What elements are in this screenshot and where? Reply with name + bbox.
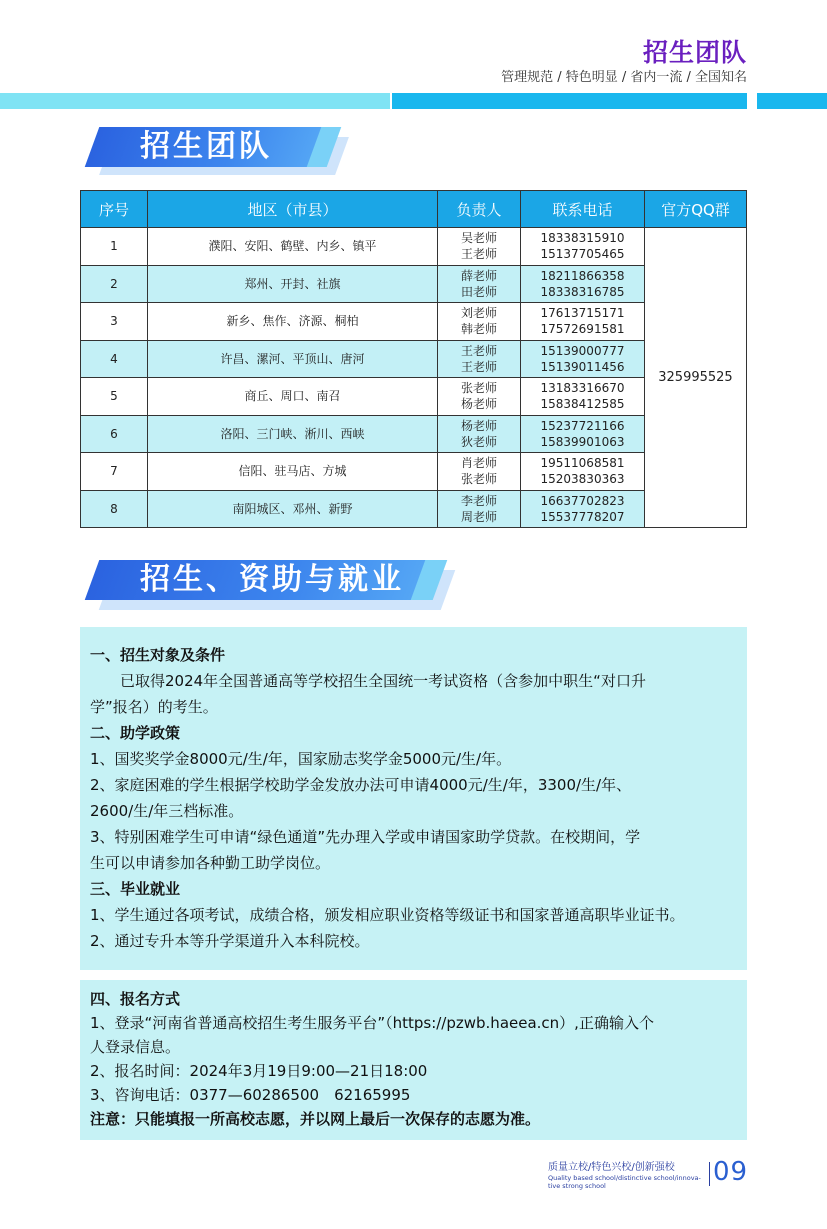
person-2: 张老师 xyxy=(460,472,497,487)
paragraph-conditions-cont: 学”报名）的考生。 xyxy=(90,698,218,716)
phone-1: 18211866358 xyxy=(540,268,625,283)
cell-qq-group: 325995525 xyxy=(645,228,747,528)
heading-financial-aid: 二、助学政策 xyxy=(90,724,181,742)
table-row xyxy=(81,228,747,266)
person-1: 李老师 xyxy=(460,493,497,508)
person-2: 周老师 xyxy=(460,509,497,524)
cell-region: 许昌、漯河、平顶山、唐河 xyxy=(148,340,438,378)
phone-2: 15137705465 xyxy=(540,247,625,262)
cell-region: 新乡、焦作、济源、桐柏 xyxy=(148,303,438,341)
footer-motto-en-cont: tive strong school xyxy=(548,1182,606,1190)
registration-item-1: 1、登录“河南省普通高校招生考生服务平台”（https://pzwb.haeea.cn）,正确输入个 xyxy=(90,1014,654,1032)
col-header-qq: 官方QQ群 xyxy=(645,191,747,228)
cell-person xyxy=(438,378,521,416)
cell-region: 商丘、周口、南召 xyxy=(148,378,438,416)
aid-item-1: 1、国奖奖学金8000元/生/年，国家励志奖学金5000元/生/年。 xyxy=(90,750,512,768)
phone-1: 16637702823 xyxy=(540,493,625,508)
enrollment-info-box xyxy=(80,627,747,970)
phone-2: 17572691581 xyxy=(540,322,625,337)
paragraph-conditions: 已取得2024年全国普通高等学校招生全国统一考试资格（含参加中职生“对口升 xyxy=(120,672,646,690)
phone-1: 19511068581 xyxy=(540,456,625,471)
section-title-team-text: 招生团队 xyxy=(140,129,272,164)
employment-item-2: 2、通过专升本等升学渠道升入本科院校。 xyxy=(90,932,370,950)
phone-2: 15203830363 xyxy=(540,472,625,487)
person-1: 刘老师 xyxy=(460,306,497,321)
cell-phone xyxy=(521,453,645,491)
person-1: 薛老师 xyxy=(460,268,497,283)
cell-phone xyxy=(521,490,645,528)
person-2: 韩老师 xyxy=(460,322,497,337)
cell-no: 7 xyxy=(81,453,148,491)
person-1: 吴老师 xyxy=(460,231,497,246)
header-bar-light xyxy=(0,93,390,109)
cell-no: 3 xyxy=(81,303,148,341)
phone-1: 17613715171 xyxy=(540,306,625,321)
cell-person xyxy=(438,453,521,491)
registration-item-3: 3、咨询电话：0377—60286500 62165995 xyxy=(90,1086,411,1104)
section-title-team xyxy=(92,127,352,175)
cell-no: 5 xyxy=(81,378,148,416)
person-2: 杨老师 xyxy=(460,397,497,412)
employment-item-1: 1、学生通过各项考试，成绩合格，颁发相应职业资格等级证书和国家普通高职毕业证书。 xyxy=(90,906,685,924)
registration-box xyxy=(80,980,747,1140)
page-number: 09 xyxy=(713,1157,749,1187)
cell-no: 1 xyxy=(81,228,148,266)
registration-note: 注意：只能填报一所高校志愿，并以网上最后一次保存的志愿为准。 xyxy=(90,1110,541,1128)
aid-item-3-cont: 生可以申请参加各种勤工助学岗位。 xyxy=(90,854,331,872)
cell-person xyxy=(438,303,521,341)
person-1: 王老师 xyxy=(460,343,497,358)
person-2: 王老师 xyxy=(460,359,497,374)
header-bar-dark xyxy=(392,93,747,109)
col-header-region: 地区（市县） xyxy=(148,191,438,228)
cell-region: 南阳城区、邓州、新野 xyxy=(148,490,438,528)
aid-item-2-cont: 2600/生/年三档标准。 xyxy=(90,802,244,820)
cell-person xyxy=(438,228,521,266)
cell-person xyxy=(438,490,521,528)
section-title-enrollment-text: 招生、资助与就业 xyxy=(140,562,404,597)
col-header-person: 负责人 xyxy=(438,191,521,228)
aid-item-3: 3、特别困难学生可申请“绿色通道”先办理入学或申请国家助学贷款。在校期间，学 xyxy=(90,828,641,846)
phone-1: 13183316670 xyxy=(540,381,625,396)
cell-person xyxy=(438,265,521,303)
header-title: 招生团队 xyxy=(642,38,747,67)
footer-motto-en: Quality based school/distinctive school/innova- xyxy=(548,1174,701,1182)
aid-item-2: 2、家庭困难的学生根据学校助学金发放办法可申请4000元/生/年，3300/生/年、 xyxy=(90,776,632,794)
cell-person xyxy=(438,415,521,453)
phone-2: 18338316785 xyxy=(540,284,625,299)
cell-phone xyxy=(521,265,645,303)
col-header-phone: 联系电话 xyxy=(521,191,645,228)
section-title-enrollment xyxy=(92,560,462,612)
person-1: 杨老师 xyxy=(460,418,497,433)
phone-2: 15838412585 xyxy=(540,397,625,412)
col-header-no: 序号 xyxy=(81,191,148,228)
person-2: 田老师 xyxy=(460,284,497,299)
footer-motto-cn: 质量立校/特色兴校/创新强校 xyxy=(548,1162,675,1173)
registration-item-1-cont: 人登录信息。 xyxy=(90,1038,181,1056)
cell-region: 信阳、驻马店、方城 xyxy=(148,453,438,491)
registration-item-2: 2、报名时间：2024年3月19日9:00—21日18:00 xyxy=(90,1062,428,1080)
footer-motto xyxy=(548,1162,708,1190)
cell-no: 6 xyxy=(81,415,148,453)
heading-registration: 四、报名方式 xyxy=(90,990,181,1008)
cell-no: 4 xyxy=(81,340,148,378)
person-2: 狄老师 xyxy=(460,434,497,449)
recruitment-team-table xyxy=(80,190,747,528)
table-header-row xyxy=(81,191,747,228)
phone-1: 15237721166 xyxy=(540,418,625,433)
cell-person xyxy=(438,340,521,378)
header-bar-right xyxy=(757,93,827,109)
cell-phone xyxy=(521,228,645,266)
cell-region: 洛阳、三门峡、淅川、西峡 xyxy=(148,415,438,453)
cell-region: 郑州、开封、社旗 xyxy=(148,265,438,303)
phone-2: 15139011456 xyxy=(540,359,625,374)
phone-2: 15537778207 xyxy=(540,509,625,524)
heading-employment: 三、毕业就业 xyxy=(90,880,181,898)
cell-region: 濮阳、安阳、鹤壁、内乡、镇平 xyxy=(148,228,438,266)
phone-2: 15839901063 xyxy=(540,434,625,449)
heading-enrollment-conditions: 一、招生对象及条件 xyxy=(90,646,226,664)
cell-no: 2 xyxy=(81,265,148,303)
person-1: 张老师 xyxy=(460,381,497,396)
header-subtitle: 管理规范 / 特色明显 / 省内一流 / 全国知名 xyxy=(501,70,747,85)
cell-phone xyxy=(521,303,645,341)
footer-divider xyxy=(709,1162,710,1186)
cell-no: 8 xyxy=(81,490,148,528)
person-1: 肖老师 xyxy=(460,456,497,471)
cell-phone xyxy=(521,378,645,416)
cell-phone xyxy=(521,415,645,453)
person-2: 王老师 xyxy=(460,247,497,262)
phone-1: 18338315910 xyxy=(540,231,625,246)
cell-phone xyxy=(521,340,645,378)
phone-1: 15139000777 xyxy=(540,343,625,358)
